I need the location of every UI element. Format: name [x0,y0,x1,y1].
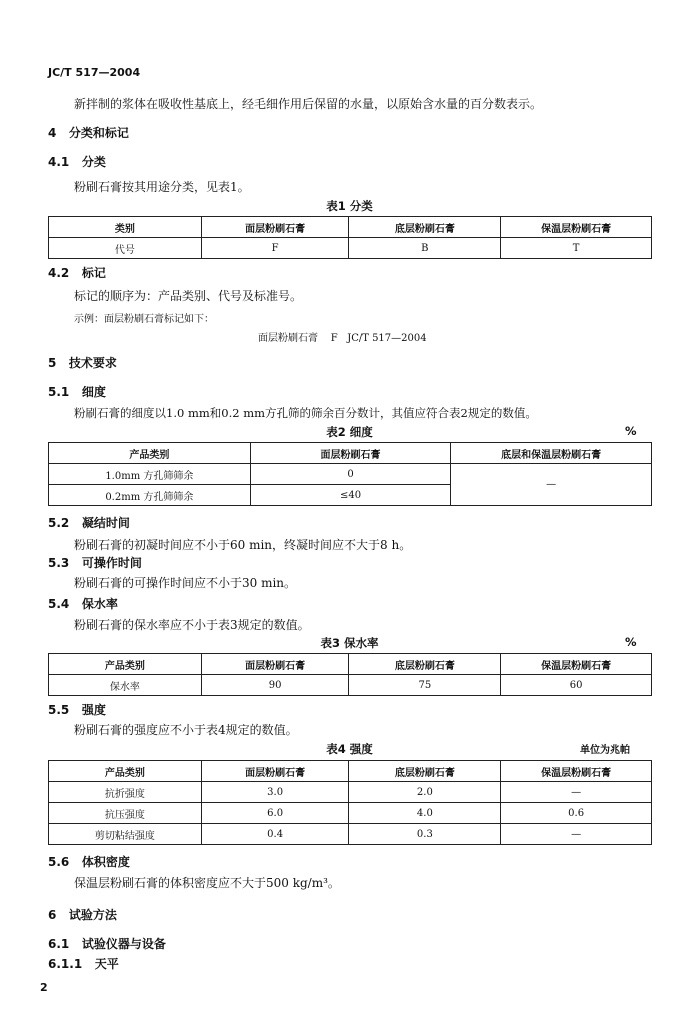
section-number: 6.1 [48,937,70,951]
table-header-cell: 底层粉刷石膏 [349,761,501,782]
table-row [49,782,652,803]
paragraph: 保温层粉刷石膏的体积密度应不大于500 kg/m³。 [74,876,340,890]
section-number: 6 [48,908,57,922]
table-cell: ≤40 [250,485,451,506]
table-cell: 60 [501,675,652,696]
section-number: 5.6 [48,855,70,869]
page-number: 2 [40,981,48,994]
section-number: 4 [48,126,57,140]
table-cell: 0.3 [349,824,501,845]
standard-code: JC/T 517—2004 [48,66,141,79]
section-title: 细度 [81,385,106,399]
table-2-title: 表2 细度 [326,425,373,439]
table-cell: 0.4 [201,824,349,845]
section-number: 5.2 [48,516,70,530]
section-title: 强度 [81,703,106,717]
paragraph: 粉刷石膏的可操作时间应不小于30 min。 [74,576,297,590]
section-6-1-heading [48,935,166,952]
section-title: 技术要求 [68,356,117,370]
table-3-title: 表3 保水率 [320,636,379,650]
table-header-cell: 产品类别 [49,654,202,675]
table-cell: T [501,238,652,259]
table-cell: — [501,824,652,845]
section-number: 4.1 [48,155,70,169]
section-number: 5.3 [48,556,70,570]
table-header-cell: 底层粉刷石膏 [349,654,501,675]
table-header-cell: 保温层粉刷石膏 [501,761,652,782]
paragraph: 粉刷石膏的强度应不小于表4规定的数值。 [74,723,298,737]
table-row [49,675,652,696]
section-title: 标记 [81,266,106,280]
table-3 [48,653,652,696]
paragraph: 粉刷石膏按其用途分类，见表1。 [74,180,250,194]
section-title: 天平 [94,957,119,971]
table-cell-merged: — [451,464,652,506]
paragraph: 粉刷石膏的初凝时间应不小于60 min，终凝时间应不大于8 h。 [74,538,412,552]
table-cell: 保水率 [49,675,202,696]
table-header-cell: 保温层粉刷石膏 [501,654,652,675]
section-number: 4.2 [48,266,70,280]
table-header-cell: 面层粉刷石膏 [201,217,349,238]
table-1 [48,216,652,259]
table-cell: B [349,238,501,259]
table-cell: 4.0 [349,803,501,824]
paragraph: 粉刷石膏的细度以1.0 mm和0.2 mm方孔筛的筛余百分数计，其值应符合表2规定的数值。 [74,406,537,420]
table-cell: 3.0 [201,782,349,803]
table-header-row [49,443,652,464]
section-5-6-heading [48,853,130,870]
table-row [49,803,652,824]
section-title: 可操作时间 [81,556,142,570]
table-cell: 0.2mm 方孔筛筛余 [49,485,251,506]
table-header-cell: 底层粉刷石膏 [349,217,501,238]
table-cell: 2.0 [349,782,501,803]
section-title: 保水率 [81,597,118,611]
table-cell: 抗折强度 [49,782,202,803]
table-row [49,464,652,485]
section-5-2-heading [48,514,130,531]
section-title: 试验仪器与设备 [81,937,166,951]
section-5-4-heading [48,595,118,612]
table-cell: 90 [201,675,349,696]
table-header-cell: 面层粉刷石膏 [250,443,451,464]
table-header-cell: 面层粉刷石膏 [201,654,349,675]
table-cell: 0 [250,464,451,485]
table-header-cell: 产品类别 [49,443,251,464]
table-header-row [49,654,652,675]
section-5-5-heading [48,701,106,718]
table-4 [48,760,652,845]
marking-example: 面层粉刷石膏 F JC/T 517—2004 [258,333,427,344]
section-5-3-heading [48,554,142,571]
table-2 [48,442,652,506]
section-6-1-1-heading [48,955,119,972]
section-4-2-heading [48,264,106,281]
section-number: 5.5 [48,703,70,717]
table-cell: 0.6 [501,803,652,824]
table-cell: F [201,238,349,259]
section-4-heading [48,124,129,141]
table-1-title: 表1 分类 [326,199,373,213]
table-cell: 6.0 [201,803,349,824]
table-cell: 75 [349,675,501,696]
table-4-title: 表4 强度 [326,742,373,756]
paragraph: 粉刷石膏的保水率应不小于表3规定的数值。 [74,618,310,632]
section-4-1-heading [48,153,106,170]
example-label: 示例：面层粉刷石膏标记如下： [74,314,214,325]
table-header-cell: 产品类别 [49,761,202,782]
table-cell: — [501,782,652,803]
table-2-unit: % [625,424,637,438]
section-title: 分类 [81,155,106,169]
section-title: 分类和标记 [68,126,129,140]
section-6-heading [48,906,117,923]
definition-text: 新拌制的浆体在吸收性基底上，经毛细作用后保留的水量，以原始含水量的百分数表示。 [74,97,543,111]
table-header-row [49,761,652,782]
section-number: 6.1.1 [48,957,83,971]
table-3-unit: % [625,635,637,649]
section-title: 试验方法 [68,908,117,922]
table-header-cell: 保温层粉刷石膏 [501,217,652,238]
section-5-heading [48,354,117,371]
section-number: 5.1 [48,385,70,399]
table-header-cell: 类别 [49,217,202,238]
table-header-cell: 底层和保温层粉刷石膏 [451,443,652,464]
table-4-unit: 单位为兆帕 [580,745,630,756]
table-cell: 代号 [49,238,202,259]
table-header-row [49,217,652,238]
table-header-cell: 面层粉刷石膏 [201,761,349,782]
table-row [49,238,652,259]
section-5-1-heading [48,383,106,400]
section-title: 体积密度 [81,855,130,869]
table-cell: 1.0mm 方孔筛筛余 [49,464,251,485]
table-row [49,824,652,845]
table-cell: 抗压强度 [49,803,202,824]
section-number: 5 [48,356,57,370]
section-number: 5.4 [48,597,70,611]
paragraph: 标记的顺序为：产品类别、代号及标准号。 [74,289,303,303]
table-cell: 剪切粘结强度 [49,824,202,845]
section-title: 凝结时间 [81,516,130,530]
